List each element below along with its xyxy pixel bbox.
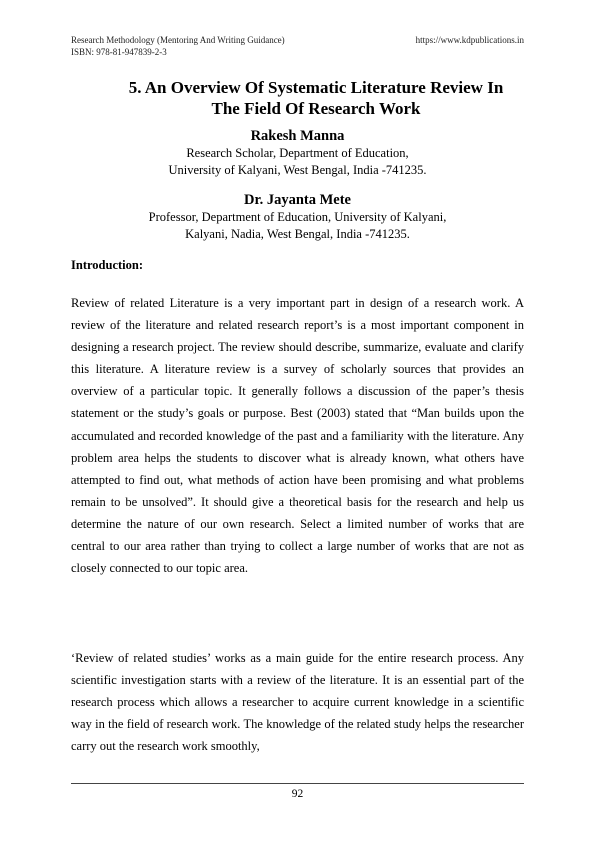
author-block-2 xyxy=(71,191,524,243)
author-block-1 xyxy=(71,127,524,179)
footer-divider xyxy=(71,783,524,784)
chapter-title-line-2: The Field Of Research Work xyxy=(211,99,421,118)
chapter-title xyxy=(110,77,522,119)
isbn: ISBN: 978-81-947839-2-3 xyxy=(71,46,167,57)
author-name: Rakesh Manna xyxy=(250,128,345,144)
chapter-title-line-1: 5. An Overview Of Systematic Literature Review In xyxy=(128,78,504,97)
author-affiliation-line-2: University of Kalyani, West Bengal, India -741235. xyxy=(168,163,427,177)
body-paragraph-1: Review of related Literature is a very important part in design of a research work. A review of the literature and related research report’s is a most important component in designing a research project. The review should describe, summarize, evaluate and clarify this literature. A literature review is a survey of scholarly sources that provides an overview of a particular topic. It generally follows a discussion of the paper’s thesis statement or the study’s goals or purpose. Best (2003) stated that “Man builds upon the accumulated and recorded knowledge of the past and a familiarity with the literature. Any problem area helps the students to discover what is already known, what others have attempted to find out, what methods of action have been promising and what problems remain to be unsolved”. It should give a theoretical basis for the research and help us determine the nature of our own research. Select a limited number of works that are central to our area rather than trying to collect a large number of works that are not as closely connected to our topic area. xyxy=(71,296,524,576)
page-number: 92 xyxy=(291,788,304,800)
author-name: Dr. Jayanta Mete xyxy=(244,192,351,208)
publisher-url: https://www.kdpublications.in xyxy=(415,35,524,45)
running-header-left xyxy=(71,35,285,58)
author-affiliation-line-1: Research Scholar, Department of Education, xyxy=(186,146,409,160)
section-heading: Introduction: xyxy=(71,258,144,272)
author-affiliation-line-1: Professor, Department of Education, University of Kalyani, xyxy=(148,210,447,224)
book-title: Research Methodology (Mentoring And Writing Guidance) xyxy=(71,35,285,45)
author-affiliation-line-2: Kalyani, Nadia, West Bengal, India -741235. xyxy=(185,227,410,241)
body-paragraph-2: ‘Review of related studies’ works as a main guide for the entire research process. Any scientific investigation starts with a review of the literature. It is an essential part of the research process which allows a researcher to acquire current knowledge in a scientific way in the field of research work. The knowledge of the related study helps the researcher carry out the research work smoothly, xyxy=(71,651,524,754)
